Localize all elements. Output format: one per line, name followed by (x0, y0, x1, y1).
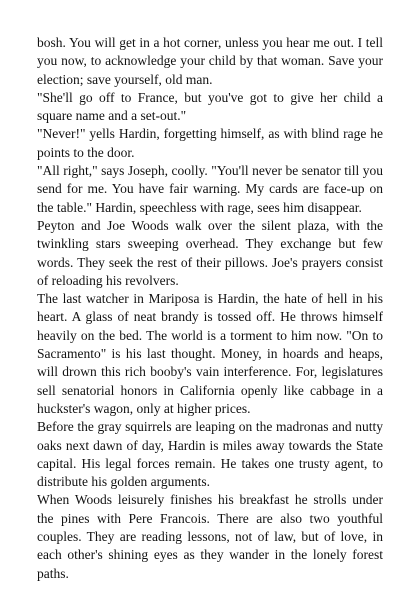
page-body (37, 34, 383, 583)
paragraph: "Never!" yells Hardin, forgetting himself, as with blind rage he points to the door. (37, 126, 383, 160)
paragraph: When Woods leisurely finishes his breakfast he strolls under the pines with Pere Francois. There are also two youthful couples. They are reading lessons, not of law, but of love, in each other's shining eyes as they wander in the lonely forest paths. (37, 492, 383, 581)
paragraph: "She'll go off to France, but you've got to give her child a square name and a set-out." (37, 89, 383, 124)
paragraph: Peyton and Joe Woods walk over the silent plaza, with the twinkling stars sweeping overhead. They exchange but few words. They seek the rest of their pillows. Joe's prayers consist of reloading his revolvers. (37, 217, 383, 288)
paragraph: bosh. You will get in a hot corner, unless you hear me out. I tell you now, to acknowledge your child by that woman. Save your election; save yourself, old man. (37, 35, 383, 87)
paragraph: The last watcher in Mariposa is Hardin, the hate of hell in his heart. A glass of neat brandy is tossed off. He throws himself heavily on the bed. The world is a torment to him now. "On to Sacramento" is his last thought. Money, in hoards and heaps, will drown this rich booby's vain interference. For, legislatures sell senatorial honors in California openly like cabbage in a huckster's wagon, only at higher prices. (37, 291, 383, 416)
paragraph: Before the gray squirrels are leaping on the madronas and nutty oaks next dawn of day, Hardin is miles away towards the State capital. His legal forces remain. He takes one trusty agent, to distribute his golden arguments. (37, 419, 383, 490)
paragraph: "All right," says Joseph, coolly. "You'll never be senator till you send for me. You have fair warning. My cards are face-up on the table." Hardin, speechless with rage, sees him disappear. (37, 163, 383, 215)
